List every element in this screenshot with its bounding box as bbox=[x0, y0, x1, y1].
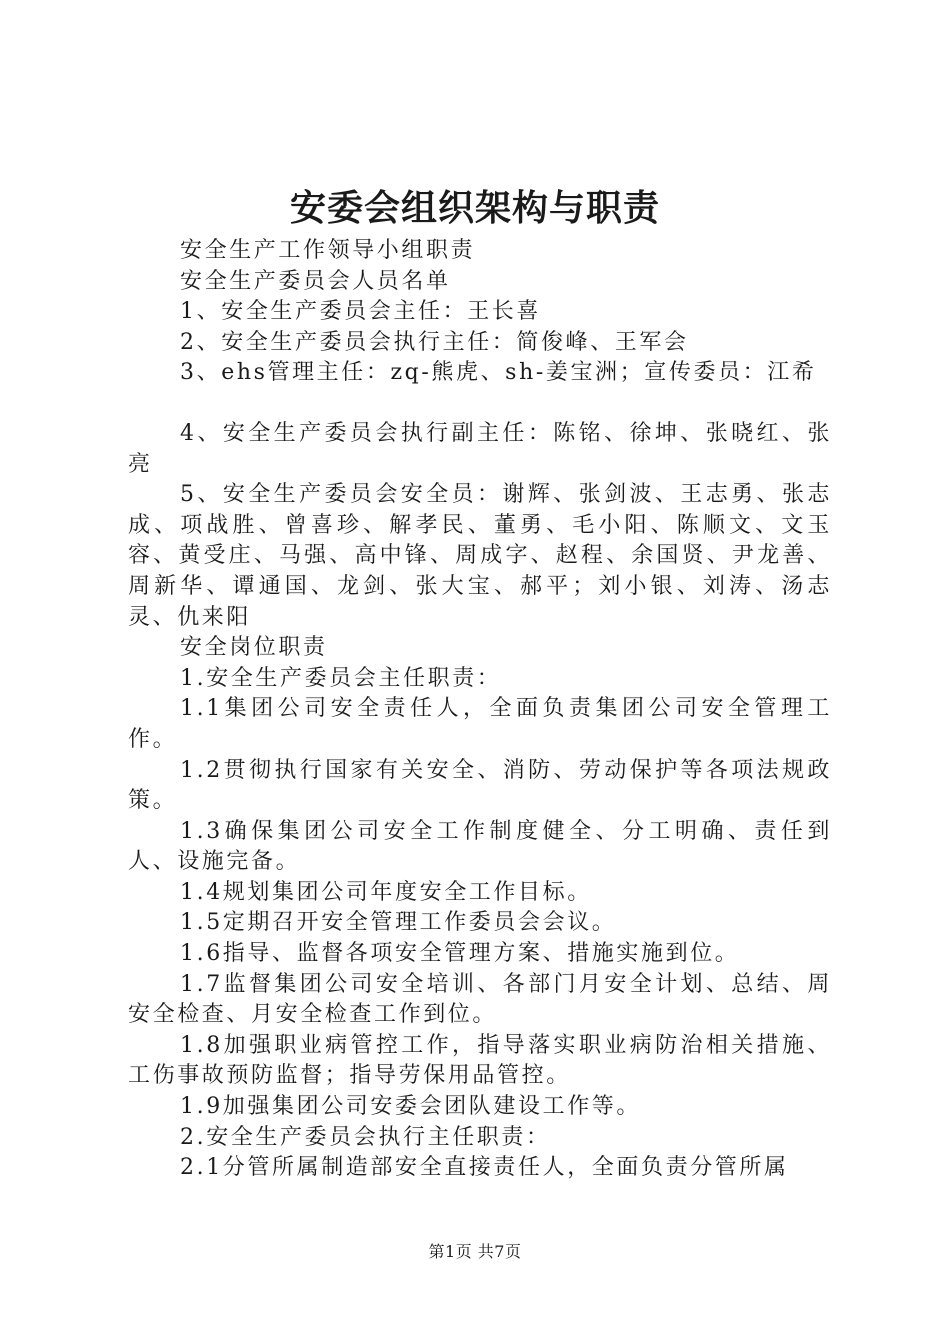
paragraph: 1、安全生产委员会主任：王长喜 bbox=[180, 299, 541, 325]
paragraph: 2.1分管所属制造部安全直接责任人，全面负责分管所属 bbox=[180, 1155, 789, 1181]
paragraph: 1.3确保集团公司安全工作制度健全、分工明确、责任到人、设施完备。 bbox=[128, 818, 832, 875]
paragraph: 1.8加强职业病管控工作，指导落实职业病防治相关措施、工伤事故预防监督；指导劳保用品管控。 bbox=[128, 1032, 832, 1089]
paragraph: 5、安全生产委员会安全员：谢辉、张剑波、王志勇、张志成、项战胜、曾喜珍、解孝民、董勇、毛小阳、陈顺文、文玉容、黄受庄、马强、高中锋、周成字、赵程、余国贤、尹龙善、周新华、谭通国、龙剑、张大宝、郝平；刘小银、刘涛、汤志灵、仇来阳 bbox=[128, 482, 832, 630]
paragraph: 1.6指导、监督各项安全管理方案、措施实施到位。 bbox=[180, 941, 740, 967]
paragraph: 2、安全生产委员会执行主任：简俊峰、王军会 bbox=[180, 329, 689, 355]
document-body bbox=[128, 236, 832, 1184]
paragraph: 2.安全生产委员会执行主任职责： bbox=[180, 1124, 551, 1150]
page-footer: 第1页 共7页 bbox=[428, 1242, 522, 1261]
paragraph: 1.4规划集团公司年度安全工作目标。 bbox=[180, 879, 592, 905]
document-title: 安委会组织架构与职责 bbox=[289, 187, 660, 229]
paragraph: 1.7监督集团公司安全培训、各部门月安全计划、总结、周安全检查、月安全检查工作到位。 bbox=[128, 971, 832, 1028]
paragraph: 安全岗位职责 bbox=[180, 635, 328, 661]
paragraph: 1.5定期召开安全管理工作委员会会议。 bbox=[180, 910, 617, 936]
paragraph: 1.1集团公司安全责任人，全面负责集团公司安全管理工作。 bbox=[128, 696, 832, 752]
paragraph: 1.安全生产委员会主任职责： bbox=[180, 665, 502, 691]
paragraph: 安全生产工作领导小组职责 bbox=[180, 238, 476, 263]
paragraph: 3、ehs管理主任：zq-熊虎、sh-姜宝洲；宣传委员：江希 bbox=[180, 360, 817, 386]
paragraph: 1.2贯彻执行国家有关安全、消防、劳动保护等各项法规政策。 bbox=[128, 757, 832, 814]
paragraph: 4、安全生产委员会执行副主任：陈铭、徐坤、张晓红、张亮 bbox=[128, 420, 832, 477]
paragraph: 安全生产委员会人员名单 bbox=[180, 268, 451, 294]
paragraph: 1.9加强集团公司安委会团队建设工作等。 bbox=[180, 1094, 641, 1120]
